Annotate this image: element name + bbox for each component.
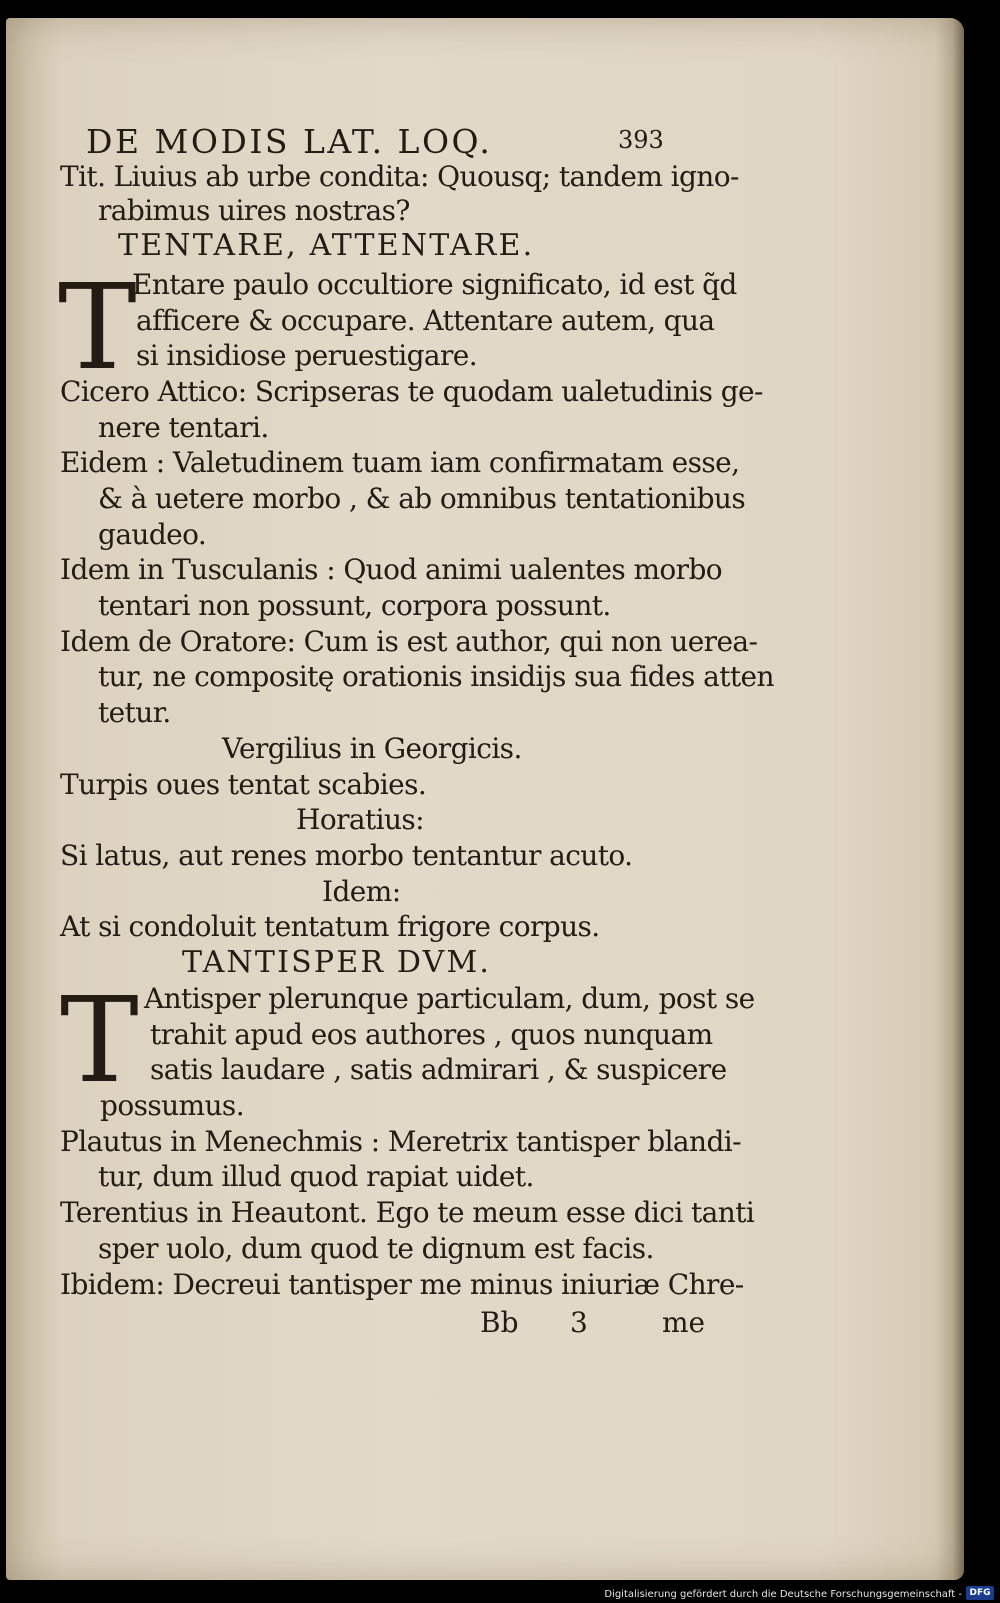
footer-bar <box>0 1581 1000 1603</box>
drop-cap: T <box>58 258 137 396</box>
text-line: afficere & occupare. Attentare autem, qua <box>136 304 715 337</box>
text-line: Ibidem: Decreui tantisper me minus iniuriæ Chre- <box>60 1268 744 1301</box>
verse-attribution: Vergilius in Georgicis. <box>222 732 522 765</box>
text-line: Plautus in Menechmis : Meretrix tantisper blandi- <box>60 1125 741 1158</box>
text-line: tur, dum illud quod rapiat uidet. <box>98 1160 534 1193</box>
text-line: tentari non possunt, corpora possunt. <box>98 589 611 622</box>
verse-line: Turpis oues tentat scabies. <box>60 768 427 801</box>
text-line: si insidiose peruestigare. <box>136 339 478 372</box>
page-number: 393 <box>618 126 664 154</box>
verse-attribution: Horatius: <box>296 803 424 836</box>
digitization-credit: Digitalisierung gefördert durch die Deutsche Forschungsgemeinschaft - <box>604 1589 962 1600</box>
text-line: tur, ne compositę orationis insidijs sua fides atten <box>98 660 774 693</box>
text-line: & à uetere morbo , & ab omnibus tentationibus <box>98 482 746 515</box>
book-page <box>6 18 964 1580</box>
text-line: nere tentari. <box>98 411 269 444</box>
signature-mark: Bb <box>480 1306 519 1339</box>
signature-number: 3 <box>570 1306 588 1339</box>
verse-line: Si latus, aut renes morbo tentantur acuto. <box>60 839 633 872</box>
text-line: sper uolo, dum quod te dignum est facis. <box>98 1232 654 1265</box>
text-line: Tit. Liuius ab urbe condita: Quousq; tandem igno- <box>60 160 739 193</box>
text-line: trahit apud eos authores , quos nunquam <box>150 1018 713 1051</box>
text-line: Eidem : Valetudinem tuam iam confirmatam esse, <box>60 446 740 479</box>
running-head: DE MODIS LAT. LOQ. <box>86 122 493 161</box>
text-line: tetur. <box>98 696 171 729</box>
text-line: Cicero Attico: Scripseras te quodam ualetudinis ge- <box>60 375 763 408</box>
page-edge-shadow <box>936 18 964 1580</box>
text-line: gaudeo. <box>98 518 207 551</box>
text-line: Antisper plerunque particulam, dum, post se <box>144 982 755 1015</box>
section-heading: TANTISPER DVM. <box>182 945 492 980</box>
text-line: Idem de Oratore: Cum is est author, qui non uerea- <box>60 625 758 658</box>
text-line: satis laudare , satis admirari , & suspicere <box>150 1053 727 1086</box>
verse-line: At si condoluit tentatum frigore corpus. <box>60 910 600 943</box>
text-line: rabimus uires nostras? <box>98 194 410 227</box>
text-line: possumus. <box>100 1089 245 1122</box>
verse-attribution: Idem: <box>322 875 401 908</box>
text-line: Entare paulo occultiore significato, id est q̃d <box>132 268 737 301</box>
catchword: me <box>662 1306 706 1339</box>
text-line: Idem in Tusculanis : Quod animi ualentes morbo <box>60 553 723 586</box>
text-line: Terentius in Heautont. Ego te meum esse dici tanti <box>60 1196 755 1229</box>
section-heading: TENTARE, ATTENTARE. <box>118 228 535 263</box>
drop-cap: T <box>60 971 139 1109</box>
dfg-logo-icon: DFG <box>966 1586 994 1600</box>
